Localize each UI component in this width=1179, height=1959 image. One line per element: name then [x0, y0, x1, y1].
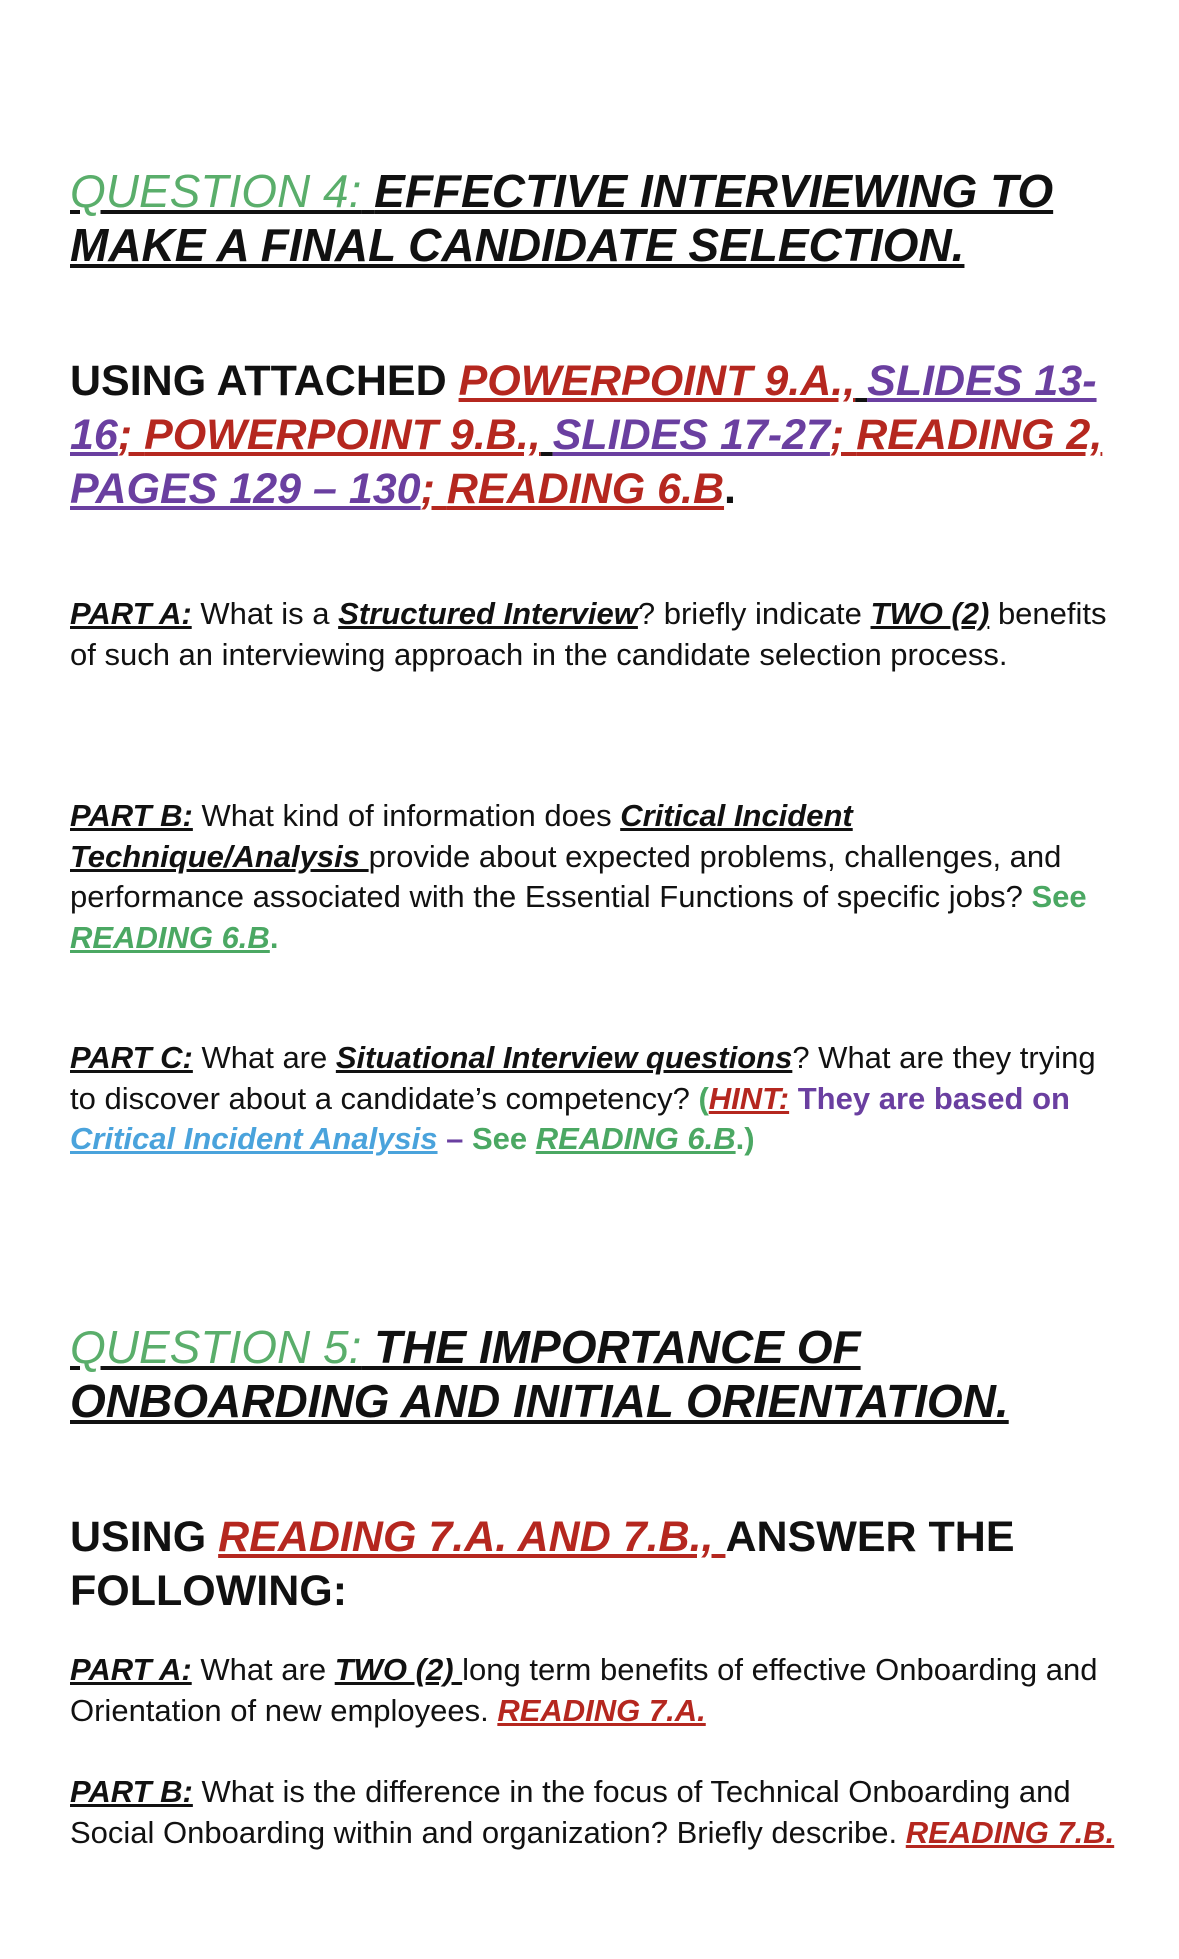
part-b-reading-ref: READING 6.B	[70, 919, 270, 955]
question-5-heading	[70, 1320, 1120, 1428]
q5-two-benefits-term: TWO (2)	[334, 1652, 463, 1687]
part-c-reading-ref: READING 6.B	[535, 1121, 736, 1156]
question-5-part-b	[70, 1772, 1120, 1853]
question-4-heading	[70, 164, 1120, 272]
q5-part-a-label: PART A:	[70, 1652, 192, 1687]
question-4-instructions	[70, 354, 1120, 516]
powerpoint-9b-ref: POWERPOINT 9.B.,	[144, 411, 541, 459]
q5-answer-text: ANSWER THE FOLLOWING:	[70, 1513, 1015, 1615]
part-b-period: .	[269, 919, 279, 955]
using-text: USING ATTACHED	[70, 357, 459, 405]
part-c-label: PART C:	[70, 1040, 193, 1075]
hint-dash: –	[437, 1121, 472, 1156]
hint-paren-open: (	[698, 1080, 709, 1116]
part-b-text-2: provide about expected problems, challenges, and performance associated with the Essential Functions of specific jobs?	[70, 838, 1062, 914]
reading-7a-ref: READING 7.A.	[497, 1692, 706, 1728]
two-benefits-term: TWO (2)	[870, 596, 990, 631]
part-c-text-1: What are	[192, 1040, 336, 1075]
question-4-title: EFFECTIVE INTERVIEWING TO MAKE A FINAL CANDIDATE SELECTION.	[70, 165, 1054, 271]
question-4-part-a	[70, 594, 1120, 675]
hint-label: HINT:	[708, 1080, 790, 1116]
separator-2: ;	[829, 411, 857, 459]
question-5-number: QUESTION 5:	[70, 1321, 362, 1373]
q5-part-b-label: PART B:	[70, 1774, 193, 1809]
part-a-text-3: benefits of such an interviewing approach in the candidate selection process.	[70, 596, 1107, 672]
part-a-label: PART A:	[70, 596, 192, 631]
q5-part-b-text: What is the difference in the focus of Technical Onboarding and Social Onboarding within and organization? Briefly describe.	[70, 1774, 1071, 1850]
question-4-number: QUESTION 4:	[70, 165, 362, 217]
q5-part-a-text-2: long term benefits of effective Onboarding and Orientation of new employees.	[70, 1652, 1098, 1728]
part-a-text-1: What is a	[191, 596, 339, 631]
structured-interview-term: Structured Interview	[338, 596, 638, 631]
question-5-instructions	[70, 1510, 1120, 1618]
critical-incident-term: Critical Incident Technique/Analysis	[70, 798, 853, 874]
separator-3: ;	[420, 465, 447, 513]
pages-129-130-ref: PAGES 129 – 130	[70, 465, 421, 513]
slides-13-16-ref: SLIDES 13-16	[70, 357, 1097, 459]
space-1	[855, 357, 867, 405]
separator-1: ;	[117, 411, 145, 459]
end-period: .	[724, 465, 736, 513]
question-4-part-b	[70, 796, 1120, 958]
question-5-title: THE IMPORTANCE OF ONBOARDING AND INITIAL ORIENTATION.	[70, 1321, 1009, 1427]
reading-7a-7b-ref: READING 7.A. AND 7.B.,	[218, 1513, 726, 1561]
hint-see: See	[472, 1121, 536, 1156]
reading-6b-ref: READING 6.B	[446, 465, 725, 513]
critical-incident-analysis-link[interactable]: Critical Incident Analysis	[70, 1121, 438, 1156]
hint-based-on: They are based on	[789, 1080, 1070, 1116]
part-c-text-2: ? What are they trying to discover about a candidate’s competency?	[70, 1040, 1096, 1116]
powerpoint-9a-ref: POWERPOINT 9.A.,	[458, 357, 856, 405]
q5-using-text: USING	[70, 1513, 219, 1561]
question-5-part-a	[70, 1650, 1120, 1731]
part-b-label: PART B:	[70, 798, 193, 833]
reading-7b-ref: READING 7.B.	[905, 1814, 1115, 1850]
situational-interview-term: Situational Interview questions	[335, 1040, 793, 1075]
slides-17-27-ref: SLIDES 17-27	[552, 411, 830, 459]
space-2	[541, 411, 553, 459]
hint-close: .)	[735, 1121, 755, 1156]
part-b-text-1: What kind of information does	[192, 798, 621, 833]
q5-part-a-text-1: What are	[191, 1652, 335, 1687]
reading-2-ref: READING 2,	[856, 411, 1103, 459]
part-a-text-2: ? briefly indicate	[637, 596, 871, 631]
question-4-part-c	[70, 1038, 1120, 1160]
part-b-see: See	[1031, 879, 1087, 914]
